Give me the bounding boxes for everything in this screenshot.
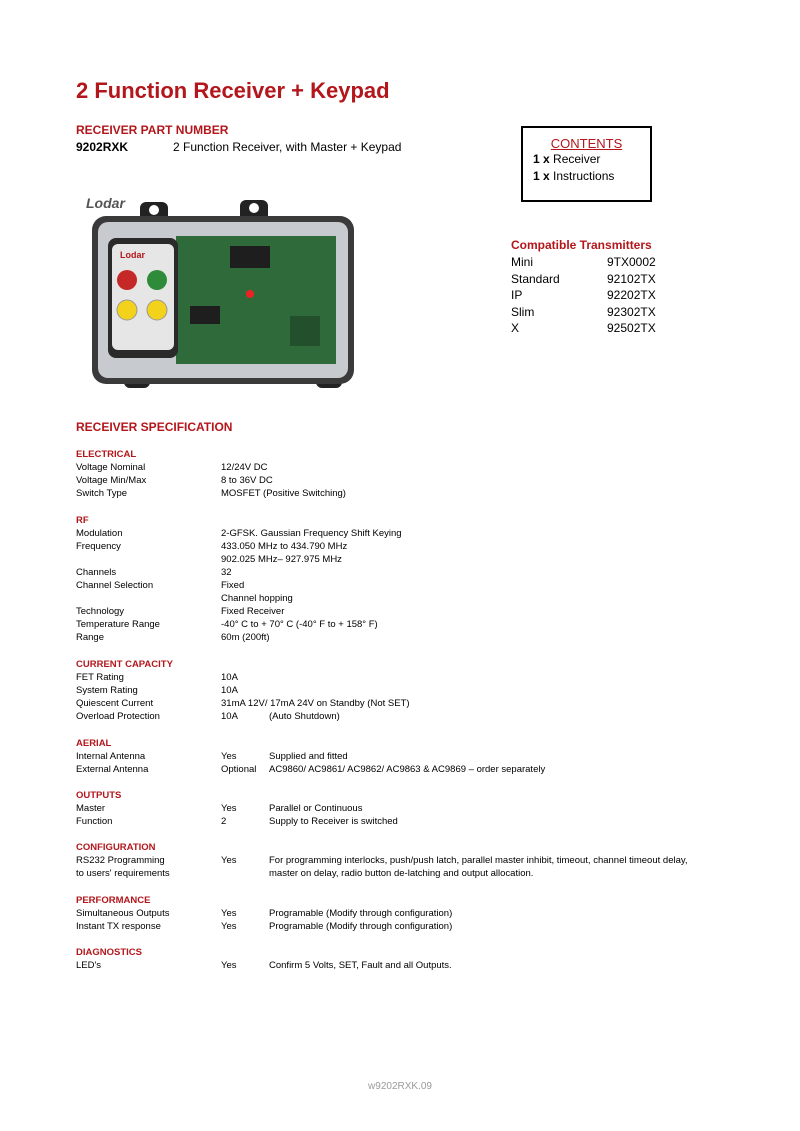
page-title: 2 Function Receiver + Keypad: [76, 78, 390, 103]
spec-row: [76, 540, 756, 553]
transmitter-name: IP: [511, 288, 523, 302]
spec-value: Yes: [221, 960, 237, 971]
spec-value: MOSFET (Positive Switching): [221, 488, 346, 499]
contents-qty: 1 x: [533, 169, 550, 183]
spec-label: to users' requirements: [76, 868, 170, 879]
spec-note: Parallel or Continuous: [269, 803, 363, 814]
spec-section-performance: PERFORMANCE: [76, 895, 151, 906]
spec-label: Modulation: [76, 528, 123, 539]
spec-value: Yes: [221, 921, 237, 932]
transmitter-code: 92302TX: [607, 304, 656, 319]
spec-label: Overload Protection: [76, 711, 160, 722]
spec-row: [76, 763, 756, 776]
spec-value: 12/24V DC: [221, 462, 268, 473]
spec-row: [76, 854, 756, 867]
spec-row: [76, 618, 756, 631]
spec-row: [76, 487, 756, 500]
contents-name: Instructions: [553, 169, 615, 183]
spec-label: System Rating: [76, 685, 138, 696]
spec-row: [76, 579, 756, 592]
transmitter-code: 92202TX: [607, 288, 656, 302]
spec-label: RS232 Programming: [76, 855, 165, 866]
spec-row: [76, 802, 756, 815]
transmitter-code: 92102TX: [607, 271, 656, 286]
spec-row: [76, 684, 756, 697]
spec-row: [76, 697, 756, 710]
transmitter-name: Slim: [511, 304, 535, 319]
spec-value: 2-GFSK. Gaussian Frequency Shift Keying: [221, 528, 402, 539]
spec-label: Instant TX response: [76, 921, 161, 932]
spec-section-configuration: CONFIGURATION: [76, 842, 156, 853]
spec-section-electrical: ELECTRICAL: [76, 449, 137, 460]
spec-value: 8 to 36V DC: [221, 475, 273, 486]
spec-note: (Auto Shutdown): [269, 711, 340, 722]
list-item: [511, 320, 661, 337]
spec-section-outputs: OUTPUTS: [76, 790, 122, 801]
spec-row: [76, 605, 756, 618]
contents-heading: CONTENTS: [550, 136, 623, 151]
compatible-transmitters-list: [511, 254, 661, 337]
spec-label: External Antenna: [76, 764, 149, 775]
spec-value: 10A: [221, 711, 238, 722]
spec-note: Supplied and fitted: [269, 751, 348, 762]
spec-row: [76, 867, 756, 880]
spec-value: 902.025 MHz– 927.975 MHz: [221, 554, 342, 565]
keypad-logo: Lodar: [120, 250, 146, 260]
spec-row: [76, 907, 756, 920]
spec-value: 10A: [221, 685, 238, 696]
part-number-code: 9202RXK: [76, 140, 129, 154]
spec-value: 60m (200ft): [221, 632, 270, 643]
spec-row: [76, 710, 756, 723]
transmitter-name: X: [511, 321, 520, 335]
receiver-device-image: [80, 186, 368, 396]
contents-item: [533, 168, 650, 185]
spec-row: [76, 631, 756, 644]
transmitter-code: 92502TX: [607, 321, 656, 335]
brand-logo: Lodar: [86, 195, 125, 211]
spec-value: 2: [221, 816, 227, 827]
spec-label: Technology: [76, 606, 125, 617]
spec-row: [76, 920, 756, 933]
list-item: [511, 271, 661, 288]
spec-label: Voltage Nominal: [76, 462, 146, 473]
transmitter-name: Mini: [511, 255, 534, 269]
spec-label: Function: [76, 816, 113, 827]
spec-section-current: CURRENT CAPACITY: [76, 659, 173, 670]
compatible-transmitters-heading: Compatible Transmitters: [511, 238, 652, 252]
spec-note: Confirm 5 Volts, SET, Fault and all Outputs.: [269, 960, 452, 971]
spec-row: [76, 592, 756, 605]
spec-value: 32: [221, 567, 232, 578]
spec-label: Quiescent Current: [76, 698, 154, 709]
spec-label: FET Rating: [76, 672, 124, 683]
spec-section-aerial: AERIAL: [76, 738, 112, 749]
spec-label: Simultaneous Outputs: [76, 908, 170, 919]
spec-note: Supply to Receiver is switched: [269, 816, 398, 827]
spec-row: [76, 671, 756, 684]
spec-row: [76, 959, 756, 972]
spec-row: [76, 750, 756, 763]
spec-note: AC9860/ AC9861/ AC9862/ AC9863 & AC9869 – order separately: [269, 764, 546, 775]
contents-box: [521, 126, 652, 202]
spec-section-diagnostics: DIAGNOSTICS: [76, 947, 142, 958]
spec-value: 433.050 MHz to 434.790 MHz: [221, 541, 348, 552]
spec-note: master on delay, radio button de-latching and output allocation.: [269, 868, 534, 879]
spec-heading: RECEIVER SPECIFICATION: [76, 420, 233, 434]
spec-label: Temperature Range: [76, 619, 160, 630]
list-item: [511, 304, 661, 321]
spec-label: Channels: [76, 567, 117, 578]
spec-label: Range: [76, 632, 104, 643]
contents-name: Receiver: [553, 152, 601, 166]
spec-label: Master: [76, 803, 106, 814]
part-number-description: 2 Function Receiver, with Master + Keypad: [173, 140, 402, 154]
spec-value: Fixed: [221, 580, 245, 591]
spec-note: Programable (Modify through configuration): [269, 921, 453, 932]
spec-row: [76, 566, 756, 579]
spec-label: LED's: [76, 960, 102, 971]
spec-note: Programable (Modify through configuration): [269, 908, 453, 919]
spec-row: [76, 474, 756, 487]
spec-label: Channel Selection: [76, 580, 154, 591]
spec-value: 31mA 12V/ 17mA 24V on Standby (Not SET): [221, 698, 410, 709]
spec-value: Yes: [221, 803, 237, 814]
spec-value: Yes: [221, 908, 237, 919]
spec-row: [76, 461, 756, 474]
spec-value: Optional: [221, 764, 257, 775]
spec-row: [76, 527, 756, 540]
transmitter-code: 9TX0002: [607, 255, 656, 269]
spec-value: Channel hopping: [221, 593, 293, 604]
spec-value: 10A: [221, 672, 238, 683]
contents-item: [533, 151, 650, 168]
spec-section-rf: RF: [76, 515, 89, 526]
spec-value: Fixed Receiver: [221, 606, 285, 617]
spec-row: [76, 553, 756, 566]
spec-value: Yes: [221, 751, 237, 762]
spec-value: Yes: [221, 855, 237, 866]
transmitter-name: Standard: [511, 271, 560, 286]
spec-note: For programming interlocks, push/push latch, parallel master inhibit, timeout, channel timeout delay,: [269, 855, 688, 866]
list-item: [511, 254, 661, 271]
spec-row: [76, 815, 756, 828]
spec-label: Frequency: [76, 541, 121, 552]
spec-label: Voltage Min/Max: [76, 475, 147, 486]
contents-qty: 1 x: [533, 152, 550, 166]
spec-label: Internal Antenna: [76, 751, 146, 762]
list-item: [511, 287, 661, 304]
part-number-label: RECEIVER PART NUMBER: [76, 123, 229, 137]
footer-code: w9202RXK.09: [368, 1081, 432, 1092]
spec-label: Switch Type: [76, 488, 128, 499]
spec-value: -40° C to + 70° C (-40° F to + 158° F): [221, 619, 378, 630]
